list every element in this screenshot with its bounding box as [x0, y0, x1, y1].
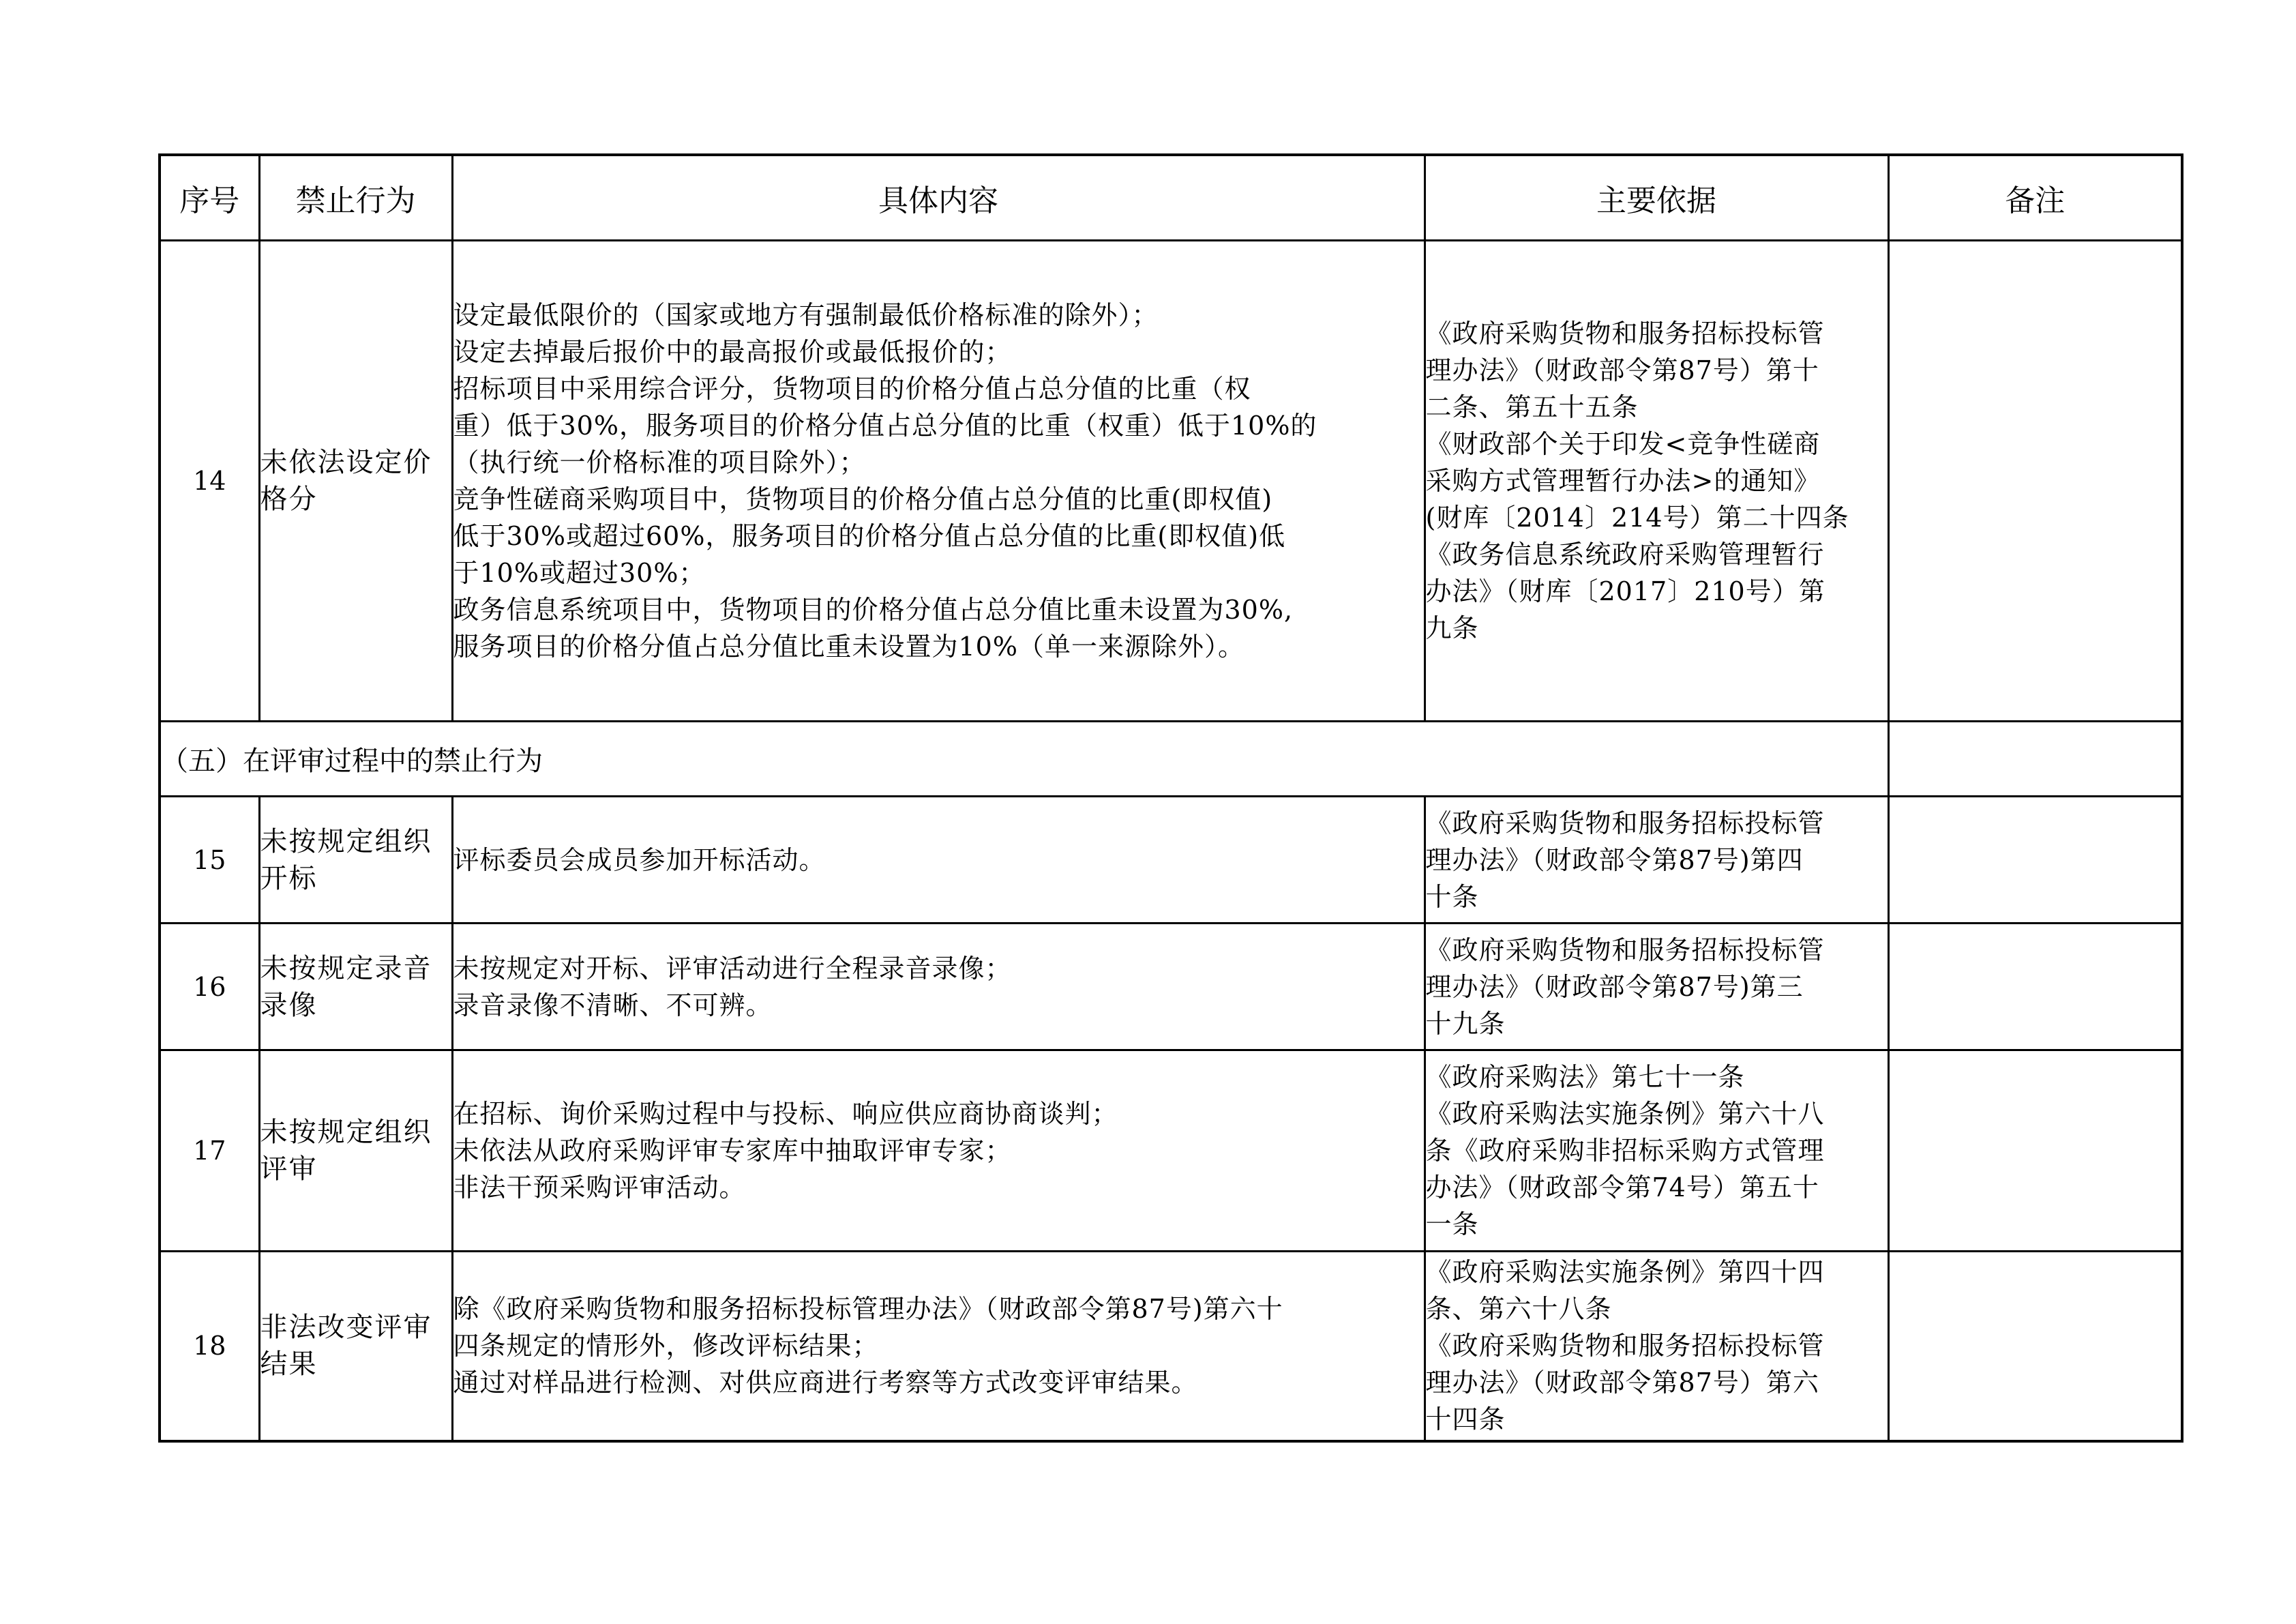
act-line: 未依法设定价	[260, 447, 432, 478]
seq-cell: 14	[160, 241, 259, 722]
act-line: 结果	[260, 1348, 318, 1381]
basis-line: 理办法》（财政部令第87号)第四	[1425, 844, 1804, 875]
content-line: 在招标、询价采购过程中与投标、响应供应商协商谈判；	[453, 1099, 1118, 1129]
content-line: 录音录像不清晰、不可辨。	[453, 990, 773, 1020]
content-line: 四条规定的情形外，修改评标结果；	[453, 1331, 879, 1361]
content-cell	[452, 924, 1425, 1050]
basis-cell	[1425, 1050, 1888, 1252]
note-cell	[1888, 1252, 2182, 1441]
section-title: （五）在评审过程中的禁止行为	[160, 722, 1888, 797]
table-row-18	[160, 1252, 2182, 1441]
header-act: 禁止行为	[259, 155, 452, 241]
header-note: 备注	[1888, 155, 2182, 241]
content-cell	[452, 797, 1425, 924]
content-line: 重）低于30%，服务项目的价格分值占总分值的比重（权重）低于10%的	[453, 411, 1317, 441]
seq-cell: 17	[160, 1050, 259, 1252]
content-cell	[452, 1050, 1425, 1252]
basis-line: 理办法》（财政部令第87号)第三	[1425, 971, 1804, 1002]
content-line: 招标项目中采用综合评分，货物项目的价格分值占总分值的比重（权	[453, 374, 1251, 404]
basis-line: 采购方式管理暂行办法>的通知》	[1425, 466, 1821, 496]
act-line: 未按规定组织	[260, 825, 432, 857]
basis-line: 《政府采购货物和服务招标投标管	[1425, 319, 1825, 349]
basis-line: 《政府采购货物和服务招标投标管	[1425, 808, 1825, 838]
content-line: （执行统一价格标准的项目除外）；	[453, 447, 866, 477]
header-content: 具体内容	[452, 155, 1425, 241]
content-line: 服务项目的价格分值占总分值比重未设置为10%（单一来源除外）。	[453, 632, 1244, 662]
content-line: 于10%或超过30%；	[453, 558, 706, 588]
content-line: 未按规定对开标、评审活动进行全程录音录像；	[453, 953, 1012, 984]
act-line: 未按规定录音	[260, 952, 432, 984]
basis-cell	[1425, 797, 1888, 924]
table-row-16	[160, 924, 2182, 1050]
basis-line: 条、第六十八条	[1425, 1294, 1612, 1325]
header-seq: 序号	[160, 155, 259, 241]
act-line: 评审	[260, 1153, 318, 1185]
act-line: 未按规定组织	[260, 1117, 432, 1148]
act-line: 录像	[260, 989, 318, 1021]
basis-line: 《政府采购法》第七十一条	[1425, 1062, 1745, 1092]
act-cell	[259, 1050, 452, 1252]
basis-line: 《政府采购货物和服务招标投标管	[1425, 934, 1825, 965]
basis-cell	[1425, 1252, 1888, 1441]
table-row-17	[160, 1050, 2182, 1252]
basis-cell	[1425, 924, 1888, 1050]
content-line: 设定去掉最后报价中的最高报价或最低报价的；	[453, 337, 1012, 367]
basis-line: 《政府采购货物和服务招标投标管	[1425, 1331, 1825, 1361]
basis-line: 十九条	[1425, 1008, 1506, 1039]
basis-line: 理办法》（财政部令第87号）第十	[1425, 355, 1819, 385]
header-row	[160, 155, 2182, 241]
basis-cell	[1425, 241, 1888, 722]
basis-line: 《政府采购法实施条例》第六十八	[1425, 1099, 1825, 1129]
note-cell	[1888, 241, 2182, 722]
content-cell	[452, 1252, 1425, 1441]
basis-line: 十条	[1425, 881, 1479, 912]
content-line: 评标委员会成员参加开标活动。	[453, 844, 826, 875]
content-line: 低于30%或超过60%，服务项目的价格分值占总分值的比重(即权值)低	[453, 521, 1286, 551]
act-cell	[259, 924, 452, 1050]
basis-line: 《政府采购法实施条例》第四十四	[1425, 1257, 1825, 1288]
content-line: 除《政府采购货物和服务招标投标管理办法》（财政部令第87号)第六十	[453, 1294, 1283, 1325]
note-cell	[1888, 924, 2182, 1050]
act-cell	[259, 1252, 452, 1441]
content-line: 设定最低限价的（国家或地方有强制最低价格标准的除外）；	[453, 300, 1159, 330]
basis-line: 一条	[1425, 1209, 1479, 1239]
basis-line: 《政务信息系统政府采购管理暂行	[1425, 540, 1825, 570]
content-line: 竞争性磋商采购项目中，货物项目的价格分值占总分值的比重(即权值)	[453, 484, 1273, 514]
basis-line: (财库〔2014〕214号）第二十四条	[1425, 503, 1849, 533]
table-row-14	[160, 241, 2182, 722]
basis-line: 九条	[1425, 613, 1479, 643]
content-line: 政务信息系统项目中，货物项目的价格分值占总分值比重未设置为30%,	[453, 595, 1294, 625]
basis-line: 办法》（财库〔2017〕210号）第	[1425, 576, 1825, 606]
prohibited-behaviors-table	[158, 153, 2183, 1443]
basis-line: 二条、第五十五条	[1425, 392, 1639, 422]
content-line: 非法干预采购评审活动。	[453, 1172, 746, 1202]
table-row-15	[160, 797, 2182, 924]
act-line: 非法改变评审	[260, 1312, 432, 1344]
content-line: 通过对样品进行检测、对供应商进行考察等方式改变评审结果。	[453, 1368, 1198, 1398]
header-basis: 主要依据	[1425, 155, 1888, 241]
basis-line: 办法》（财政部令第74号）第五十	[1425, 1172, 1819, 1202]
seq-cell: 18	[160, 1252, 259, 1441]
content-cell	[452, 241, 1425, 722]
basis-line: 十四条	[1425, 1404, 1506, 1435]
basis-line: 《财政部个关于印发<竞争性磋商	[1425, 429, 1821, 459]
basis-line: 理办法》（财政部令第87号）第六	[1425, 1368, 1819, 1398]
act-line: 开标	[260, 862, 318, 894]
act-cell	[259, 241, 452, 722]
note-cell	[1888, 722, 2182, 797]
act-line: 格分	[260, 484, 318, 515]
act-cell	[259, 797, 452, 924]
note-cell	[1888, 1050, 2182, 1252]
basis-line: 条《政府采购非招标采购方式管理	[1425, 1136, 1825, 1166]
seq-cell: 15	[160, 797, 259, 924]
content-line: 未依法从政府采购评审专家库中抽取评审专家；	[453, 1136, 1012, 1166]
section-row	[160, 722, 2182, 797]
seq-cell: 16	[160, 924, 259, 1050]
note-cell	[1888, 797, 2182, 924]
